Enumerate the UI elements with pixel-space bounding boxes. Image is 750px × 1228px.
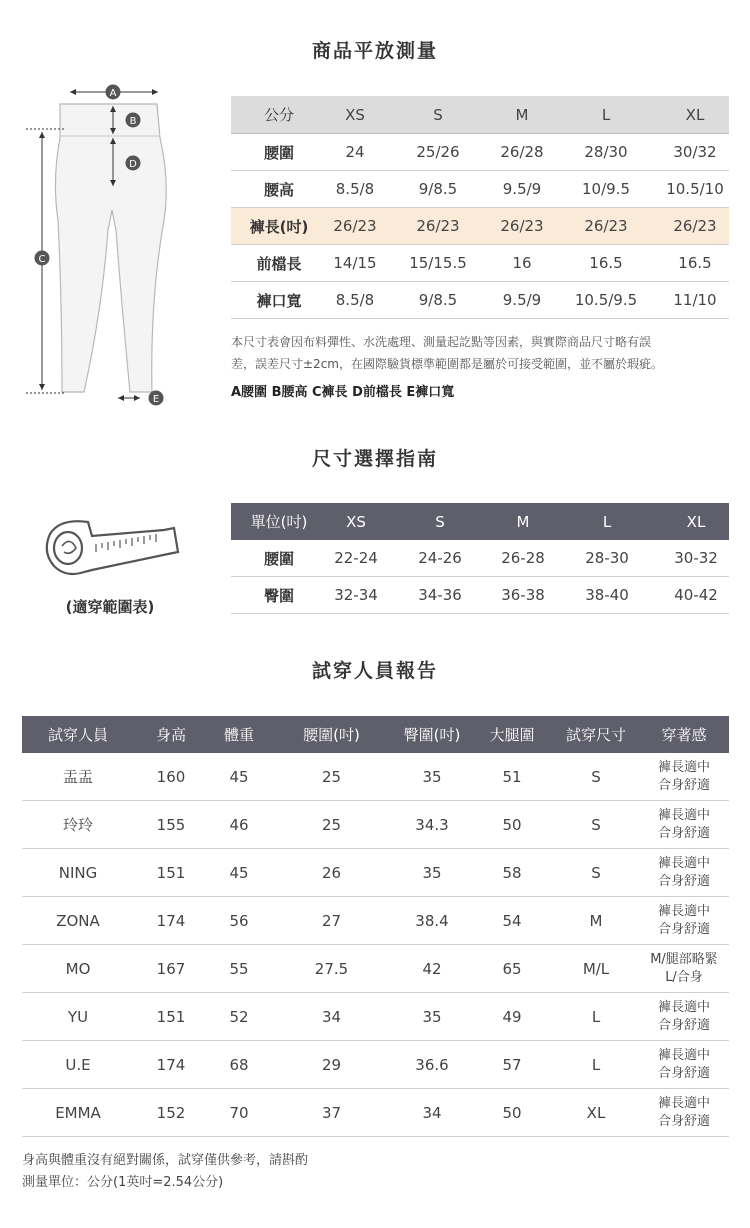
label-e [149,391,164,406]
svg-text:B: B [129,116,137,127]
size-guide-caption: (適穿範圍表) [65,598,155,616]
fit-report-table [22,716,729,1137]
table-row: EMMA 152 70 37 34 50 XL 褲長適中 合身舒適 [22,1089,729,1137]
table-row: 玲玲 155 46 25 34.3 50 S 褲長適中 合身舒適 [22,801,729,849]
table-row-highlighted: 褲長(吋) 26/23 26/23 26/23 26/23 26/23 [231,208,729,245]
table-row: MO 167 55 27.5 42 65 M/L M/腿部略緊 L/合身 [22,945,729,993]
table-row: 腰圍 22-24 24-26 26-28 28-30 30-32 [231,540,729,577]
svg-text:D: D [129,159,137,170]
table-row: U.E 174 68 29 36.6 57 L 褲長適中 合身舒適 [22,1041,729,1089]
table-row: NING 151 45 26 35 58 S 褲長適中 合身舒適 [22,849,729,897]
footer-note [22,1150,308,1194]
fit-report-title: 試穿人員報告 [311,660,438,682]
svg-text:C: C [38,254,46,265]
measure-legend: A腰圍 B腰高 C褲長 D前檔長 E褲口寬 [231,385,455,400]
measure-note [231,331,731,375]
tape-measure-icon [40,512,185,590]
fit-report-header: 試穿人員 身高 體重 腰圍(吋) 臀圍(吋) 大腿圍 試穿尺寸 穿著感 [22,716,729,753]
size-guide-header: 單位(吋) XS S M L XL [231,503,729,540]
footer-line1: 身高與體重沒有絕對關係，試穿僅供參考，請斟酌 [22,1153,309,1168]
measure-note-line1: 本尺寸表會因布料彈性、水洗處理、測量起訖點等因素，與實際商品尺寸略有誤 [231,335,652,349]
label-c [35,251,50,266]
measure-note-line2: 差，誤差尺寸±2cm，在國際驗貨標準範圍都是屬於可接受範圍，並不屬於瑕疵。 [231,357,663,371]
size-guide-title: 尺寸選擇指南 [311,448,438,470]
table-row: 腰高 8.5/8 9/8.5 9.5/9 10/9.5 10.5/10 [231,171,729,208]
table-row: 腰圍 24 25/26 26/28 28/30 30/32 [231,134,729,171]
table-row: YU 151 52 34 35 49 L 褲長適中 合身舒適 [22,993,729,1041]
measure-table-header: 公分 XS S M L XL [231,96,729,134]
table-row: 臀圍 32-34 34-36 36-38 38-40 40-42 [231,577,729,614]
table-row: 前檔長 14/15 15/15.5 16 16.5 16.5 [231,245,729,282]
label-a [106,85,121,100]
svg-text:A: A [109,88,117,99]
table-row: 褲口寬 8.5/8 9/8.5 9.5/9 10.5/9.5 11/10 [231,282,729,319]
table-row: ZONA 174 56 27 38.4 54 M 褲長適中 合身舒適 [22,897,729,945]
footer-line2: 測量單位：公分(1英吋=2.54公分) [22,1175,224,1190]
size-guide-table [231,503,729,614]
table-row: 盂盂 160 45 25 35 51 S 褲長適中 合身舒適 [22,753,729,801]
svg-text:E: E [152,394,160,405]
label-d [126,156,141,171]
flat-measure-title: 商品平放測量 [311,40,438,62]
label-b [126,113,141,128]
measure-table [231,96,729,319]
leggings-diagram [22,80,222,410]
